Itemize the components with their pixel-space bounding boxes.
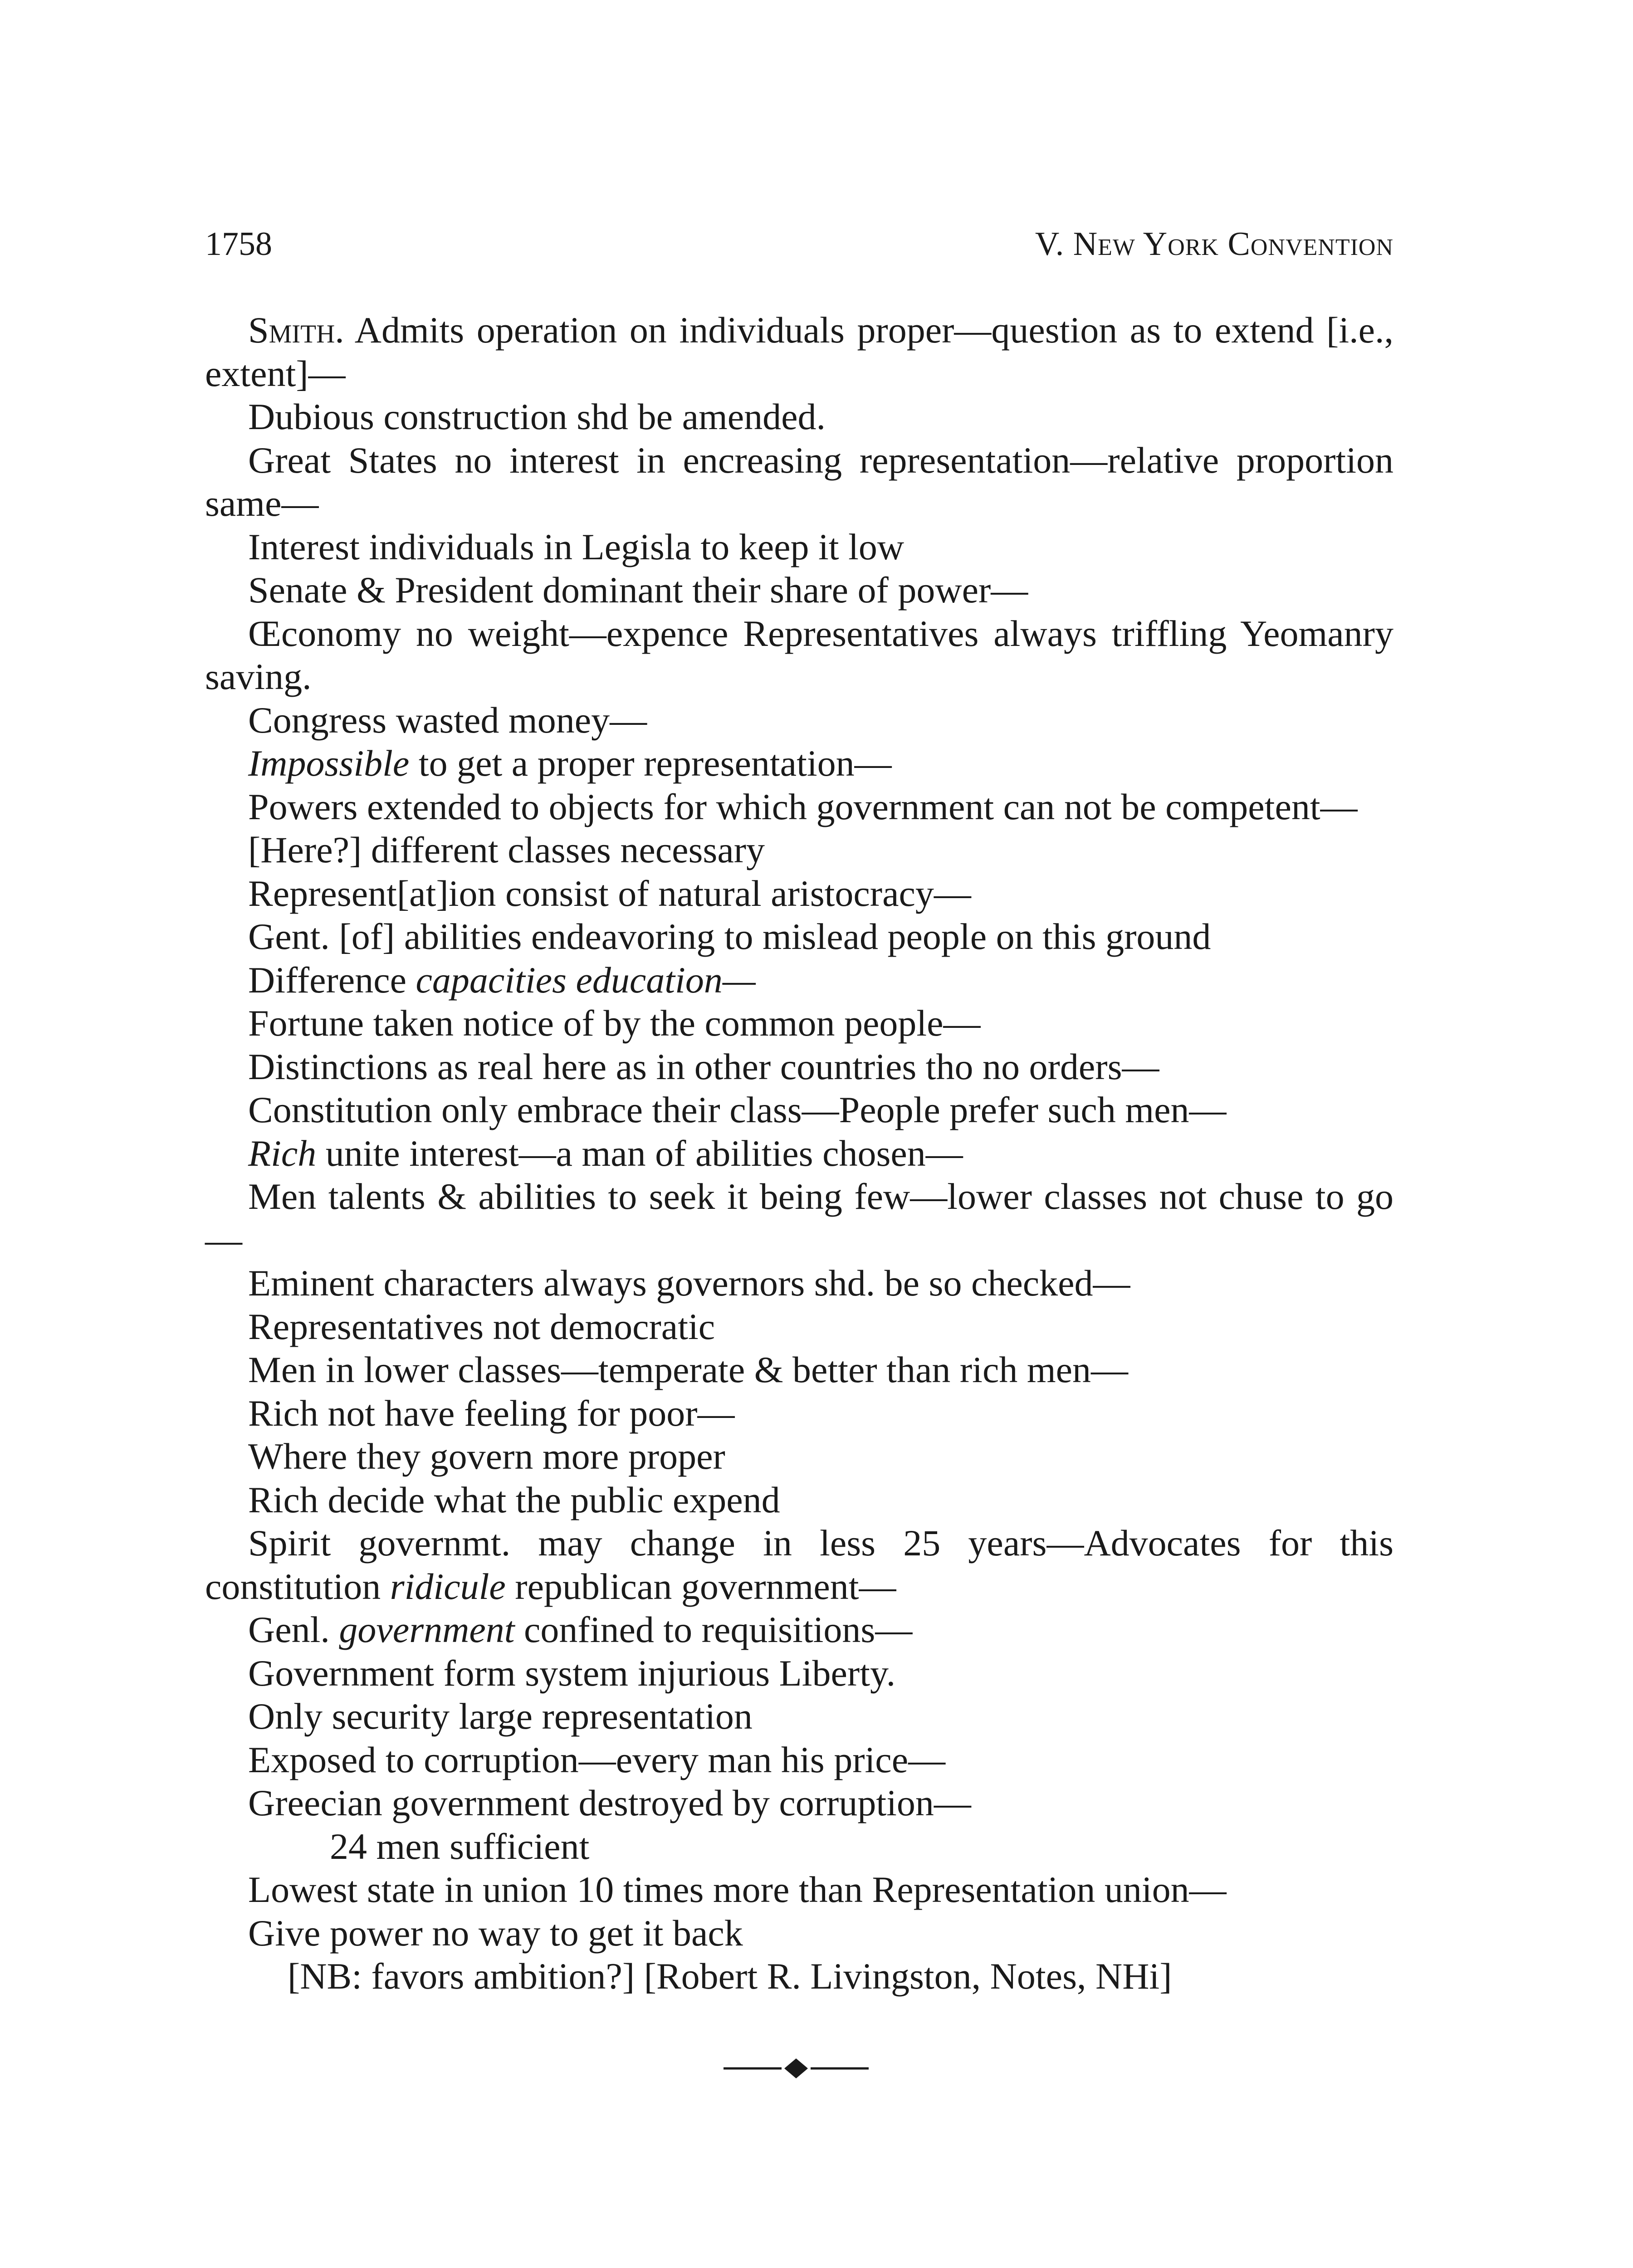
running-head: V. New York Convention bbox=[1035, 225, 1393, 263]
emphasis: Impossible bbox=[248, 743, 410, 784]
paragraph-text: Difference bbox=[248, 959, 416, 1001]
paragraph: Eminent characters always governors shd. be so checked— bbox=[248, 1262, 1130, 1304]
paragraph bbox=[205, 1608, 1393, 1652]
paragraph: Congress wasted money— bbox=[248, 699, 647, 741]
paragraph bbox=[205, 958, 1393, 1002]
speaker-name: Smith. bbox=[248, 309, 344, 351]
paragraph: Lowest state in union 10 times more than Representation union— bbox=[248, 1869, 1227, 1910]
paragraph: Senate & President dominant their share of power— bbox=[248, 569, 1028, 611]
paragraph: Men in lower classes—temperate & better than rich men— bbox=[248, 1349, 1129, 1390]
end-ornament-icon bbox=[719, 2055, 873, 2082]
paragraph bbox=[205, 308, 1393, 395]
paragraph: Dubious construction shd be amended. bbox=[248, 396, 826, 437]
paragraph-text: Spirit governmt. may change in less 25 years—Advocates for this constitution bbox=[205, 1522, 1393, 1607]
paragraph bbox=[205, 1132, 1393, 1175]
page-number: 1758 bbox=[205, 225, 272, 263]
paragraph-text: republican government— bbox=[505, 1565, 896, 1607]
paragraph: Rich decide what the public expend bbox=[248, 1479, 780, 1520]
paragraph-text: Admits operation on individuals proper—question as to extend [i.e., extent]— bbox=[205, 309, 1393, 394]
emphasis: government bbox=[339, 1609, 515, 1650]
paragraph: [Here?] different classes necessary bbox=[248, 829, 765, 870]
paragraph bbox=[205, 1521, 1393, 1608]
paragraph: Fortune taken notice of by the common people— bbox=[248, 1002, 981, 1044]
paragraph: Interest individuals in Legisla to keep it low bbox=[248, 526, 905, 567]
paragraph: Powers extended to objects for which government can not be competent— bbox=[248, 786, 1358, 827]
paragraph: Constitution only embrace their class—People prefer such men— bbox=[248, 1089, 1227, 1130]
paragraph: Give power no way to get it back bbox=[248, 1912, 743, 1954]
paragraph: Men talents & abilities to seek it being few—lower classes not chuse to go— bbox=[205, 1176, 1393, 1261]
emphasis: capacities education— bbox=[416, 959, 756, 1001]
paragraph: 24 men sufficient bbox=[330, 1825, 590, 1867]
paragraph: Where they govern more proper bbox=[248, 1436, 725, 1477]
emphasis: Rich bbox=[248, 1132, 317, 1174]
paragraph: Œconomy no weight—expence Representatives always triffling Yeomanry saving. bbox=[205, 612, 1393, 697]
paragraph: Representatives not democratic bbox=[248, 1305, 715, 1347]
body-text bbox=[205, 308, 1393, 1998]
emphasis: ridicule bbox=[390, 1565, 506, 1607]
paragraph: Great States no interest in encreasing representation—relative proportion same— bbox=[205, 439, 1393, 524]
paragraph: Greecian government destroyed by corruption— bbox=[248, 1782, 971, 1823]
paragraph: Exposed to corruption—every man his price— bbox=[248, 1739, 946, 1780]
page-header bbox=[205, 221, 1393, 267]
paragraph bbox=[205, 742, 1393, 785]
paragraph: Government form system injurious Liberty. bbox=[248, 1652, 896, 1694]
source-citation: [NB: favors ambition?] [Robert R. Livingston, Notes, NHi] bbox=[288, 1955, 1172, 1997]
paragraph: Rich not have feeling for poor— bbox=[248, 1392, 735, 1434]
paragraph-text: to get a proper representation— bbox=[409, 743, 892, 784]
paragraph: Only security large representation bbox=[248, 1696, 753, 1737]
paragraph: Distinctions as real here as in other countries tho no orders— bbox=[248, 1046, 1159, 1087]
paragraph-text: confined to requisitions— bbox=[514, 1609, 913, 1650]
paragraph-text: Genl. bbox=[248, 1609, 339, 1650]
paragraph: Gent. [of] abilities endeavoring to mislead people on this ground bbox=[248, 916, 1211, 957]
paragraph: Represent[at]ion consist of natural aristocracy— bbox=[248, 872, 971, 914]
paragraph-text: unite interest—a man of abilities chosen— bbox=[316, 1132, 963, 1174]
